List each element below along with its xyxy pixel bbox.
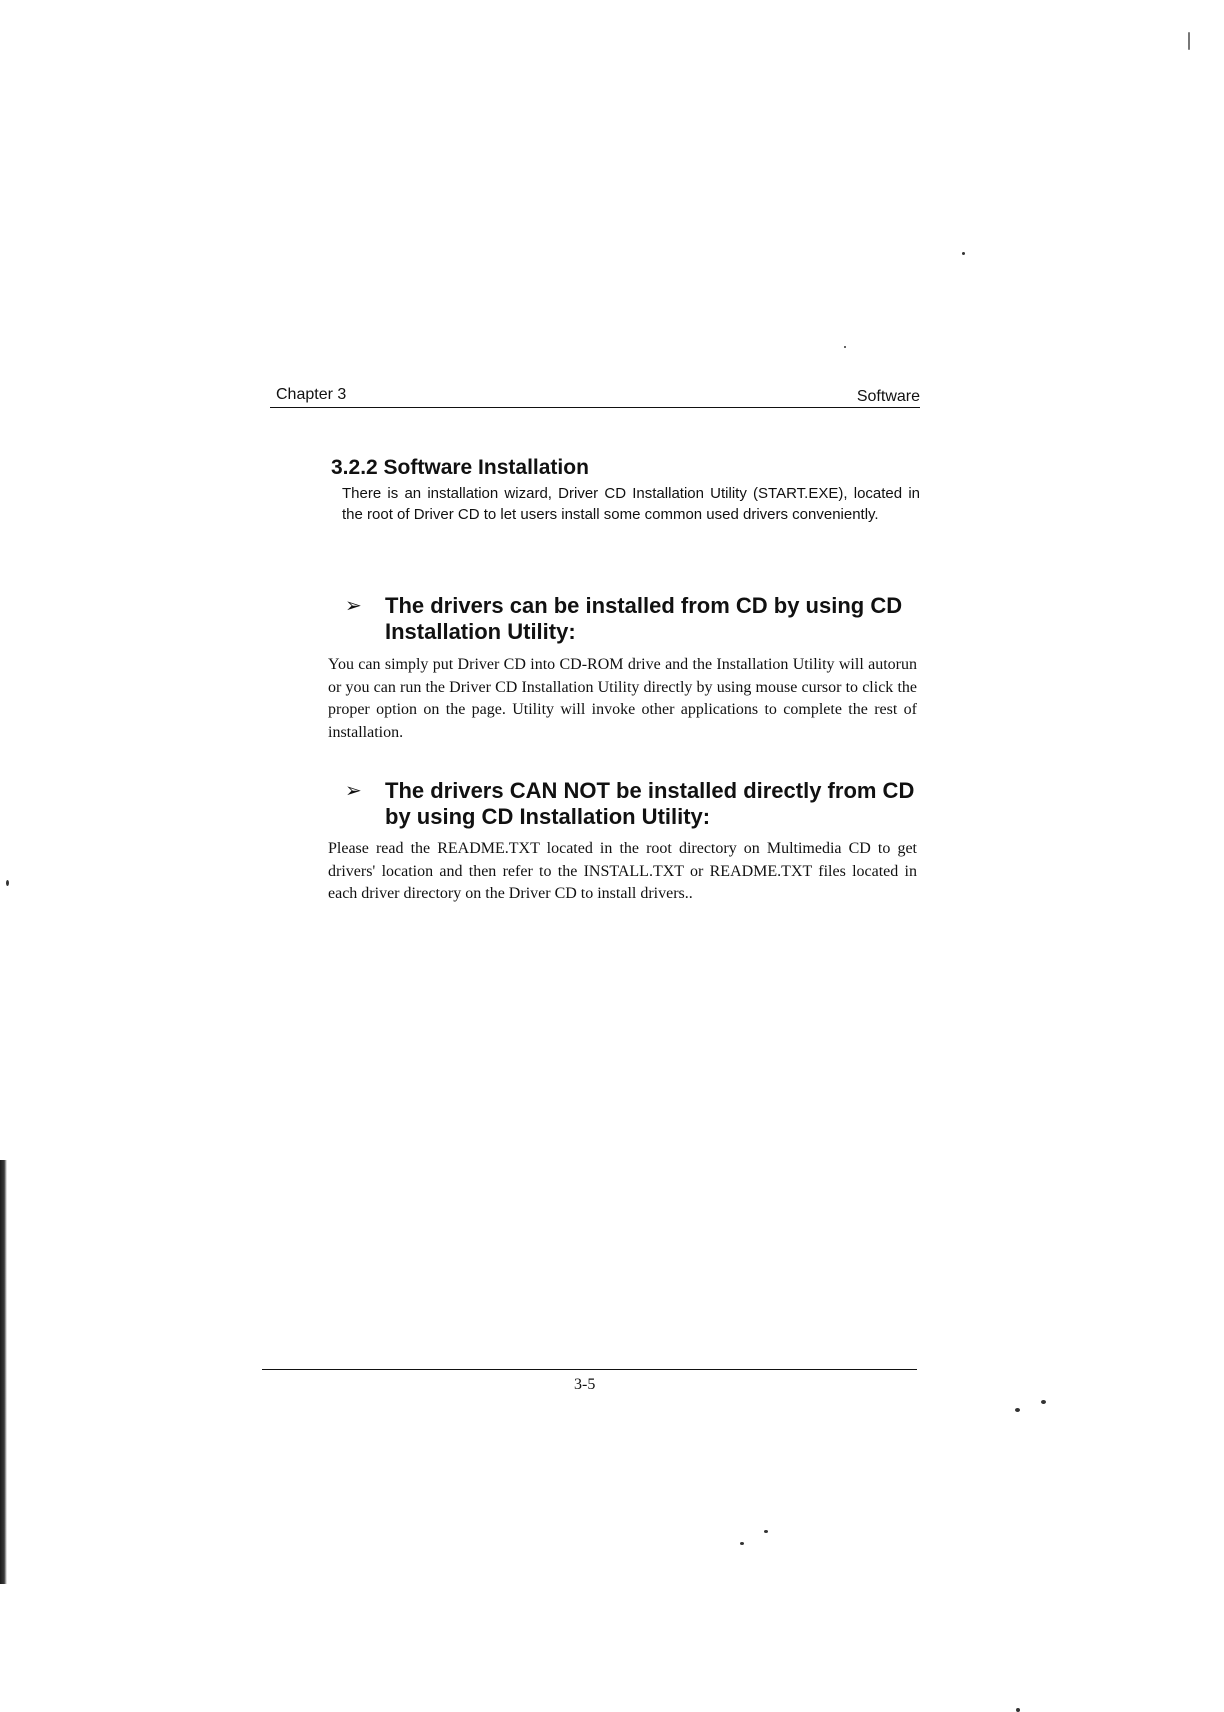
subsection-body-manual-install: Please read the README.TXT located in the root directory on Multimedia CD to get drivers' location and then refer to the INSTALL.TXT or README.TXT files located in each driver directory on the Driver CD to install drivers.. xyxy=(328,840,917,903)
scan-speck xyxy=(764,1530,768,1533)
chapter-label: Chapter 3 xyxy=(276,386,347,403)
arrowhead-bullet-icon: ➢ xyxy=(345,780,362,802)
scan-speck xyxy=(6,880,9,886)
subsection-body-cd-utility: You can simply put Driver CD into CD-ROM drive and the Installation Utility will autorun or you can run the Driver CD Installation Utility directly by using mouse cursor to click the proper option on the page. Utility will invoke other applications to complete the rest of installation. xyxy=(328,656,917,742)
header-divider xyxy=(270,407,920,408)
scan-speck xyxy=(1041,1400,1046,1404)
section-label: Software xyxy=(856,388,920,405)
scan-speck xyxy=(1188,32,1190,50)
section-intro: There is an installation wizard, Driver CD Installation Utility (START.EXE), located in the root of Driver CD to let users install some common used drivers conveniently. xyxy=(342,485,920,523)
scan-speck xyxy=(962,252,965,255)
scan-speck xyxy=(844,346,846,348)
scan-speck xyxy=(740,1542,744,1545)
scan-speck xyxy=(1015,1408,1020,1412)
subsection-heading-text: The drivers can be installed from CD by using CD Installation Utility: xyxy=(385,593,903,644)
arrowhead-bullet-icon: ➢ xyxy=(345,595,362,617)
scan-edge-artifact xyxy=(0,1160,7,1584)
subsection-heading-cd-utility xyxy=(345,593,920,645)
page-number: 3-5 xyxy=(574,1376,596,1393)
page-header xyxy=(272,384,920,408)
subsection-heading-text: The drivers CAN NOT be installed directly from CD by using CD Installation Utility: xyxy=(385,778,915,829)
section-title: 3.2.2 Software Installation xyxy=(331,456,589,479)
scan-speck xyxy=(1016,1708,1020,1712)
subsection-heading-manual-install xyxy=(345,778,920,830)
footer-divider xyxy=(262,1369,917,1370)
